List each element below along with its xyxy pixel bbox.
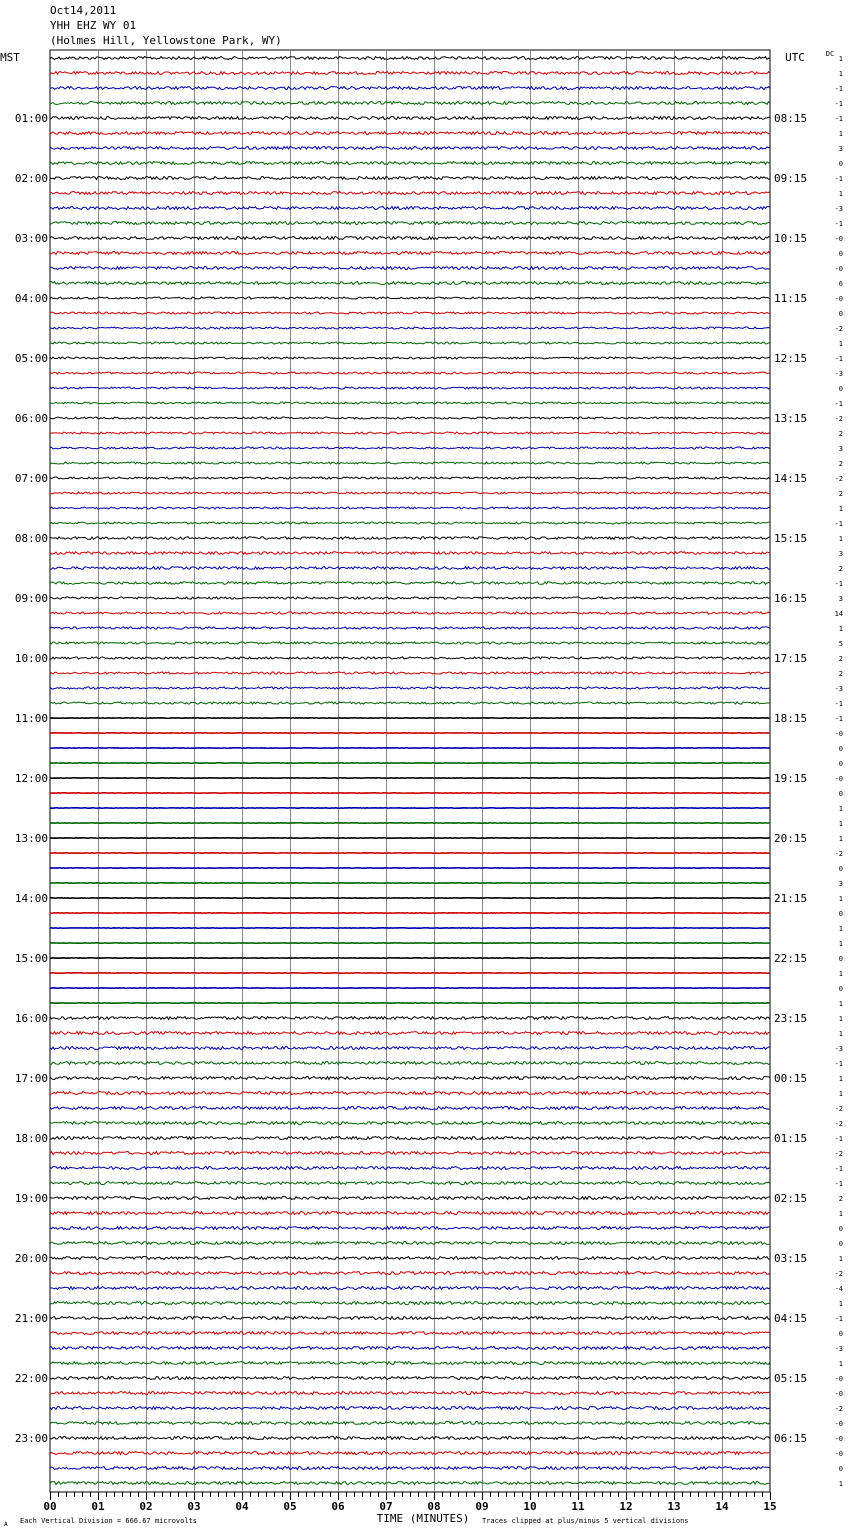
seismic-trace <box>50 1182 770 1185</box>
dc-offset-label: -2 <box>834 1105 843 1113</box>
seismic-trace <box>50 778 770 779</box>
dc-offset-label: 2 <box>838 490 843 498</box>
mst-hour-label: 08:00 <box>14 532 48 545</box>
mst-hour-label: 17:00 <box>14 1072 48 1085</box>
dc-offset-label: 0 <box>838 385 843 393</box>
dc-offset-label: 2 <box>838 430 843 438</box>
mst-hour-label: 01:00 <box>14 112 48 125</box>
seismic-trace <box>50 1407 770 1410</box>
dc-offset-label: 0 <box>838 745 843 753</box>
station-code: YHH EHZ WY 01 <box>50 19 137 32</box>
seismic-trace <box>50 1152 770 1155</box>
seismic-trace <box>50 522 770 524</box>
dc-offset-label: 1 <box>838 895 843 903</box>
dc-offset-label: -3 <box>834 685 843 693</box>
dc-offset-label: 1 <box>838 1075 843 1083</box>
seismic-trace <box>50 1062 770 1065</box>
x-tick-label: 14 <box>715 1500 729 1513</box>
seismic-trace <box>50 432 770 434</box>
seismic-trace <box>50 237 770 240</box>
x-tick-label: 02 <box>139 1500 153 1513</box>
seismic-trace <box>50 988 770 989</box>
seismic-trace <box>50 763 770 764</box>
seismic-trace <box>50 597 770 599</box>
dc-offset-label: -2 <box>834 1405 843 1413</box>
dc-offset-label: -3 <box>834 205 843 213</box>
dc-offset-label: -1 <box>834 1135 843 1143</box>
seismic-trace <box>50 883 770 884</box>
seismic-trace <box>50 582 770 585</box>
x-axis-title: TIME (MINUTES) <box>376 1512 470 1525</box>
seismic-trace <box>50 1287 770 1290</box>
x-tick-label: 07 <box>379 1500 393 1513</box>
x-tick-label: 03 <box>187 1500 201 1513</box>
dc-offset-label: 1 <box>838 970 843 978</box>
seismic-trace <box>50 702 770 704</box>
seismic-trace <box>50 1227 770 1230</box>
mst-hour-label: 14:00 <box>14 892 48 905</box>
seismic-trace <box>50 718 770 719</box>
utc-hour-label: 17:15 <box>774 652 808 665</box>
mst-hour-label: 21:00 <box>14 1312 48 1325</box>
utc-hour-label: 13:15 <box>774 412 808 425</box>
mst-hour-label: 10:00 <box>14 652 48 665</box>
mst-hour-label: 22:00 <box>14 1372 48 1385</box>
seismic-trace <box>50 973 770 974</box>
utc-hour-label: 23:15 <box>774 1012 808 1025</box>
dc-offset-label: 0 <box>838 910 843 918</box>
seismic-trace <box>50 477 770 479</box>
seismic-trace <box>50 282 770 285</box>
dc-offset-label: -3 <box>834 1345 843 1353</box>
mst-hour-label: 11:00 <box>14 712 48 725</box>
dc-offset-label: 1 <box>838 130 843 138</box>
dc-offset-label: -2 <box>834 325 843 333</box>
dc-offset-label: -0 <box>834 1390 843 1398</box>
seismic-trace <box>50 898 770 899</box>
seismic-trace <box>50 748 770 749</box>
seismic-trace <box>50 1017 770 1020</box>
dc-offset-label: 3 <box>838 595 843 603</box>
x-tick-label: 09 <box>475 1500 489 1513</box>
utc-hour-label: 15:15 <box>774 532 808 545</box>
dc-offset-label: -1 <box>834 580 843 588</box>
dc-offset-label: 1 <box>838 190 843 198</box>
utc-hour-label: 16:15 <box>774 592 808 605</box>
dc-offset-label: -1 <box>834 1180 843 1188</box>
x-tick-label: 05 <box>283 1500 297 1513</box>
dc-offset-label: -0 <box>834 1450 843 1458</box>
dc-offset-label: 0 <box>838 790 843 798</box>
seismic-trace <box>50 1392 770 1395</box>
scale-note: Each Vertical Division = 666.67 microvolts <box>20 1517 198 1525</box>
dc-offset-label: -0 <box>834 1375 843 1383</box>
dc-offset-label: -1 <box>834 520 843 528</box>
mst-hour-label: 23:00 <box>14 1432 48 1445</box>
mst-axis-label: MST <box>0 51 20 64</box>
dc-offset-label: 1 <box>838 505 843 513</box>
x-tick-label: 04 <box>235 1500 249 1513</box>
seismic-trace <box>50 342 770 344</box>
x-tick-label: 10 <box>523 1500 537 1513</box>
dc-offset-label: -2 <box>834 1120 843 1128</box>
seismic-trace <box>50 72 770 75</box>
seismic-trace <box>50 1137 770 1140</box>
dc-offset-label: 1 <box>838 805 843 813</box>
utc-hour-label: 18:15 <box>774 712 808 725</box>
seismic-trace <box>50 387 770 389</box>
seismic-trace <box>50 207 770 210</box>
dc-offset-label: 0 <box>838 760 843 768</box>
dc-offset-label: -2 <box>834 475 843 483</box>
dc-offset-label: 0 <box>838 1330 843 1338</box>
x-tick-label: 01 <box>91 1500 105 1513</box>
dc-offset-label: -0 <box>834 1435 843 1443</box>
x-tick-label: 06 <box>331 1500 345 1513</box>
dc-offset-label: 14 <box>834 610 843 618</box>
seismic-trace <box>50 1092 770 1095</box>
seismic-trace <box>50 1032 770 1035</box>
seismic-trace <box>50 252 770 255</box>
dc-offset-label: 1 <box>838 1210 843 1218</box>
dc-offset-label: -2 <box>834 415 843 423</box>
dc-offset-label: 3 <box>838 145 843 153</box>
seismic-trace <box>50 913 770 914</box>
dc-offset-label: -1 <box>834 220 843 228</box>
mst-hour-label: 04:00 <box>14 292 48 305</box>
seismic-trace <box>50 507 770 509</box>
dc-offset-label: 1 <box>838 1300 843 1308</box>
seismic-trace <box>50 327 770 329</box>
seismic-trace <box>50 733 770 734</box>
seismic-trace <box>50 793 770 794</box>
dc-offset-label: 0 <box>838 310 843 318</box>
dc-offset-label: 6 <box>838 280 843 288</box>
dc-offset-label: -2 <box>834 1270 843 1278</box>
dc-offset-label: -0 <box>834 775 843 783</box>
x-tick-label: 12 <box>619 1500 633 1513</box>
seismic-trace <box>50 117 770 120</box>
seismic-trace <box>50 1003 770 1004</box>
mst-hour-label: 09:00 <box>14 592 48 605</box>
seismic-trace <box>50 1107 770 1110</box>
seismic-trace <box>50 492 770 494</box>
seismic-trace <box>50 102 770 105</box>
dc-offset-label: 0 <box>838 1465 843 1473</box>
dc-offset-label: 2 <box>838 1195 843 1203</box>
dc-offset-label: 1 <box>838 625 843 633</box>
dc-offset-label: 1 <box>838 1360 843 1368</box>
seismic-trace <box>50 1302 770 1305</box>
utc-hour-label: 09:15 <box>774 172 808 185</box>
seismic-trace <box>50 1362 770 1365</box>
dc-offset-label: 0 <box>838 1225 843 1233</box>
seismic-trace <box>50 1197 770 1200</box>
mst-hour-label: 05:00 <box>14 352 48 365</box>
seismic-trace <box>50 958 770 959</box>
dc-offset-label: 0 <box>838 955 843 963</box>
mst-hour-label: 02:00 <box>14 172 48 185</box>
dc-offset-label: 0 <box>838 250 843 258</box>
seismic-trace <box>50 642 770 644</box>
mst-hour-label: 18:00 <box>14 1132 48 1145</box>
dc-offset-label: 5 <box>838 640 843 648</box>
seismic-trace <box>50 853 770 854</box>
dc-offset-label: -1 <box>834 1315 843 1323</box>
utc-hour-label: 04:15 <box>774 1312 808 1325</box>
utc-hour-label: 14:15 <box>774 472 808 485</box>
dc-offset-label: -3 <box>834 370 843 378</box>
seismic-trace <box>50 1047 770 1050</box>
seismic-trace <box>50 267 770 270</box>
dc-offset-label: 1 <box>838 1000 843 1008</box>
seismic-trace <box>50 192 770 195</box>
seismic-trace <box>50 402 770 404</box>
seismic-trace <box>50 1467 770 1470</box>
utc-hour-label: 08:15 <box>774 112 808 125</box>
dc-offset-label: 0 <box>838 160 843 168</box>
mst-hour-label: 15:00 <box>14 952 48 965</box>
utc-hour-label: 19:15 <box>774 772 808 785</box>
dc-offset-label: 1 <box>838 925 843 933</box>
dc-offset-label: -0 <box>834 235 843 243</box>
mst-hour-label: 06:00 <box>14 412 48 425</box>
dc-offset-label: 2 <box>838 670 843 678</box>
dc-offset-label: -3 <box>834 1045 843 1053</box>
dc-offset-label: -2 <box>834 850 843 858</box>
dc-offset-label: 1 <box>838 940 843 948</box>
dc-offset-label: -4 <box>834 1285 843 1293</box>
mst-hour-label: 13:00 <box>14 832 48 845</box>
seismic-trace <box>50 1452 770 1455</box>
seismic-trace <box>50 1482 770 1485</box>
dc-offset-label: -0 <box>834 730 843 738</box>
mst-hour-label: 20:00 <box>14 1252 48 1265</box>
seismic-trace <box>50 87 770 90</box>
dc-offset-label: 3 <box>838 550 843 558</box>
seismic-trace <box>50 417 770 419</box>
dc-offset-label: -1 <box>834 175 843 183</box>
utc-hour-label: 12:15 <box>774 352 808 365</box>
x-tick-label: 13 <box>667 1500 681 1513</box>
seismic-trace <box>50 928 770 929</box>
seismic-trace <box>50 357 770 359</box>
utc-hour-label: 03:15 <box>774 1252 808 1265</box>
dc-offset-label: -1 <box>834 355 843 363</box>
utc-hour-label: 22:15 <box>774 952 808 965</box>
seismic-trace <box>50 943 770 944</box>
x-tick-label: 08 <box>427 1500 441 1513</box>
seismic-trace <box>50 372 770 374</box>
utc-hour-label: 00:15 <box>774 1072 808 1085</box>
utc-hour-label: 05:15 <box>774 1372 808 1385</box>
seismic-trace <box>50 823 770 824</box>
dc-offset-label: -2 <box>834 1150 843 1158</box>
dc-offset-label: 1 <box>838 535 843 543</box>
dc-offset-label: -0 <box>834 1420 843 1428</box>
seismic-trace <box>50 297 770 299</box>
utc-hour-label: 02:15 <box>774 1192 808 1205</box>
dc-offset-label: 2 <box>838 565 843 573</box>
seismic-trace <box>50 162 770 165</box>
dc-offset-label: 0 <box>838 985 843 993</box>
mst-hour-label: 03:00 <box>14 232 48 245</box>
dc-offset-label: 1 <box>838 820 843 828</box>
seismic-trace <box>50 447 770 449</box>
dc-offset-label: -1 <box>834 700 843 708</box>
seismic-trace <box>50 1077 770 1080</box>
x-tick-label: 00 <box>43 1500 57 1513</box>
dc-offset-label: 1 <box>838 1090 843 1098</box>
dc-offset-label: -1 <box>834 1060 843 1068</box>
mst-hour-label: 16:00 <box>14 1012 48 1025</box>
dc-offset-label: 1 <box>838 1255 843 1263</box>
seismic-trace <box>50 672 770 674</box>
seismic-trace <box>50 537 770 540</box>
seismic-trace <box>50 222 770 225</box>
seismic-trace <box>50 868 770 869</box>
utc-axis-label: UTC <box>785 51 805 64</box>
dc-offset-label: 1 <box>838 55 843 63</box>
dc-offset-label: 1 <box>838 1480 843 1488</box>
seismic-trace <box>50 1167 770 1170</box>
utc-hour-label: 01:15 <box>774 1132 808 1145</box>
seismic-trace <box>50 808 770 809</box>
dc-offset-label: -1 <box>834 100 843 108</box>
seismic-trace <box>50 1242 770 1245</box>
dc-offset-label: -0 <box>834 295 843 303</box>
seismic-trace <box>50 132 770 135</box>
seismic-trace <box>50 1377 770 1380</box>
dc-offset-label: 1 <box>838 1015 843 1023</box>
dc-offset-label: 3 <box>838 880 843 888</box>
corner-mark: A <box>4 1521 8 1528</box>
dc-offset-label: -0 <box>834 265 843 273</box>
seismic-trace <box>50 1332 770 1335</box>
plot-date: Oct14,2011 <box>50 4 117 17</box>
utc-hour-label: 20:15 <box>774 832 808 845</box>
dc-offset-label: -1 <box>834 85 843 93</box>
dc-offset-label: 2 <box>838 460 843 468</box>
seismic-trace <box>50 627 770 629</box>
dc-offset-label: -1 <box>834 715 843 723</box>
mst-hour-label: 07:00 <box>14 472 48 485</box>
seismic-trace <box>50 1272 770 1275</box>
seismic-trace <box>50 567 770 570</box>
dc-offset-label: 2 <box>838 655 843 663</box>
utc-hour-label: 10:15 <box>774 232 808 245</box>
seismic-trace <box>50 687 770 689</box>
utc-hour-label: 11:15 <box>774 292 808 305</box>
seismic-trace <box>50 1257 770 1260</box>
dc-offset-label: -1 <box>834 400 843 408</box>
seismic-trace <box>50 177 770 180</box>
dc-offset-label: 1 <box>838 835 843 843</box>
station-location: (Holmes Hill, Yellowstone Park, WY) <box>50 34 282 47</box>
clip-note: Traces clipped at plus/minus 5 vertical divisions <box>482 1517 689 1525</box>
mst-hour-label: 19:00 <box>14 1192 48 1205</box>
x-tick-label: 11 <box>571 1500 585 1513</box>
seismic-trace <box>50 657 770 659</box>
x-tick-label: 15 <box>763 1500 777 1513</box>
seismic-trace <box>50 57 770 60</box>
seismic-trace <box>50 552 770 555</box>
dc-offset-label: 0 <box>838 1240 843 1248</box>
dc-offset-label: 1 <box>838 70 843 78</box>
seismic-trace <box>50 1437 770 1440</box>
seismic-trace <box>50 147 770 150</box>
seismic-trace <box>50 1347 770 1350</box>
seismic-trace <box>50 612 770 614</box>
dc-column-label: DC <box>825 50 835 58</box>
seismic-trace <box>50 1122 770 1125</box>
utc-hour-label: 06:15 <box>774 1432 808 1445</box>
seismic-trace <box>50 312 770 314</box>
dc-offset-label: 3 <box>838 445 843 453</box>
seismic-trace <box>50 1422 770 1425</box>
mst-hour-label: 12:00 <box>14 772 48 785</box>
dc-offset-label: -1 <box>834 115 843 123</box>
dc-offset-label: 0 <box>838 865 843 873</box>
seismic-trace <box>50 462 770 464</box>
seismic-trace <box>50 1317 770 1320</box>
dc-offset-label: 1 <box>838 1030 843 1038</box>
dc-offset-label: -1 <box>834 1165 843 1173</box>
dc-offset-label: 1 <box>838 340 843 348</box>
utc-hour-label: 21:15 <box>774 892 808 905</box>
seismic-trace <box>50 1212 770 1215</box>
